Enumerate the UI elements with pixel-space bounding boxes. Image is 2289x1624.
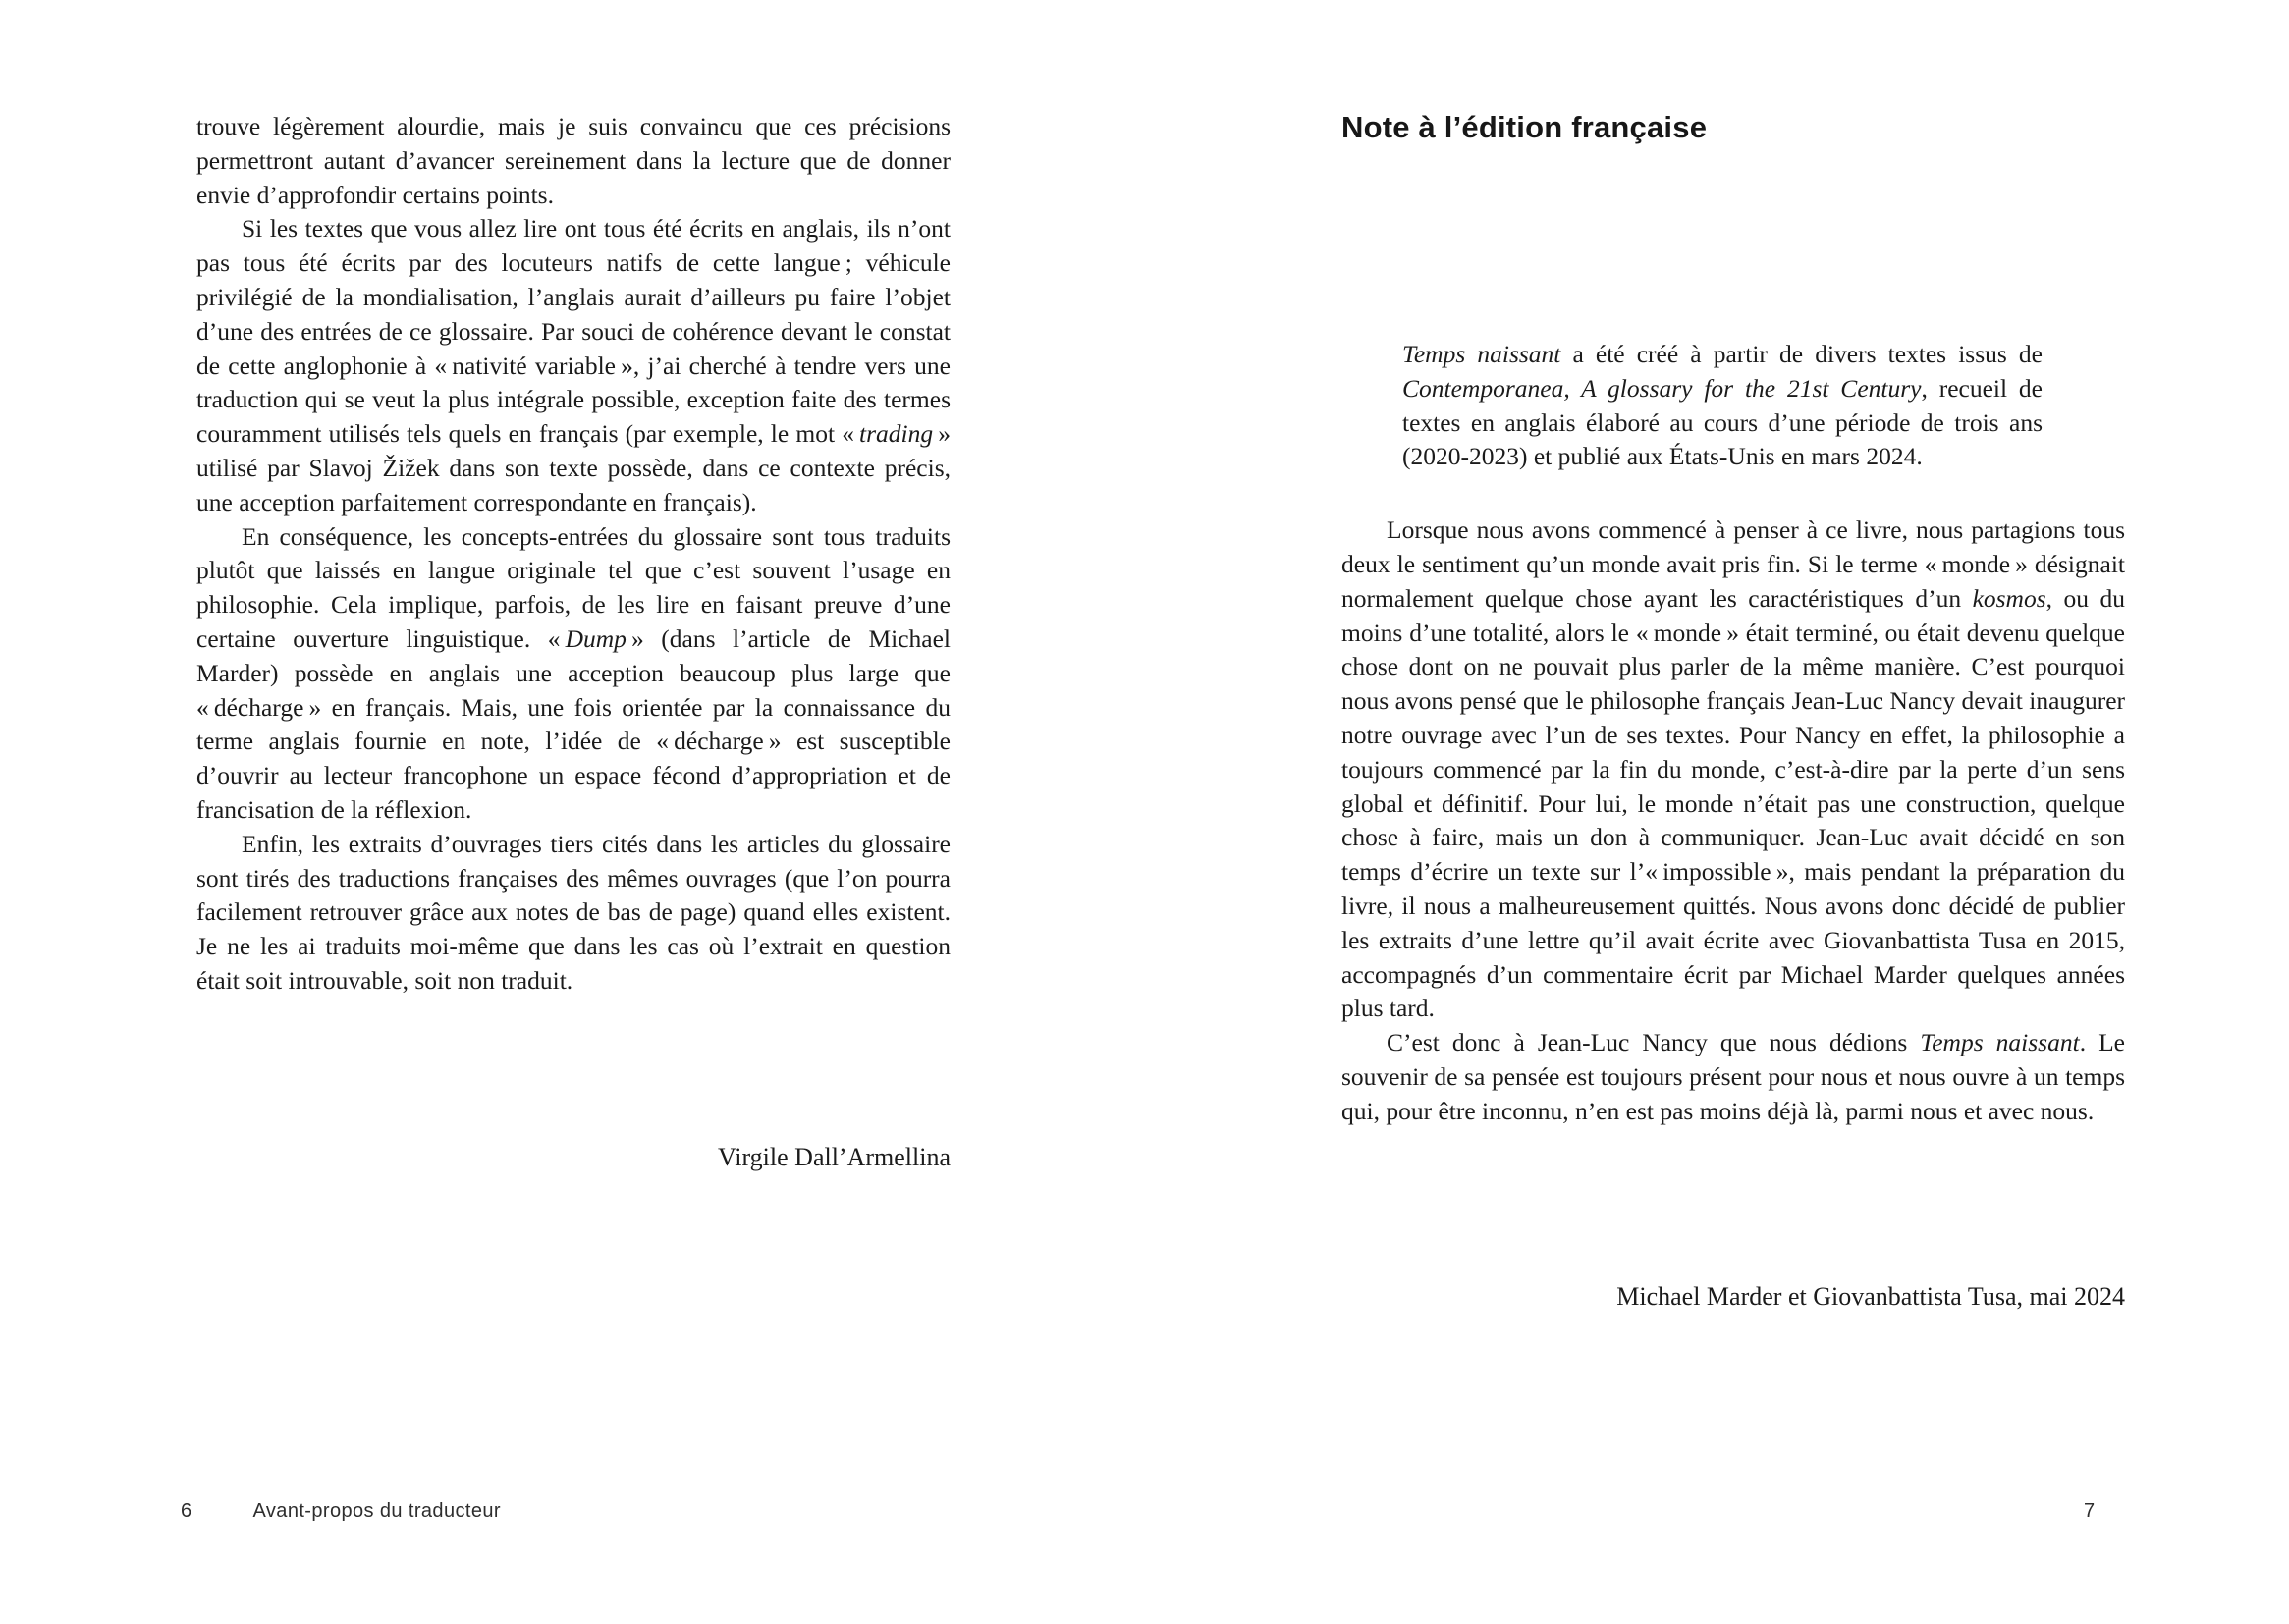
- right-page-text-column: [1341, 110, 2125, 1129]
- text-run: trouve légèrement alourdie, mais je suis convaincu que ces précisions permettront autant d’avancer sereinement dans la lecture que de donner envie d’approfondir certains points.: [196, 112, 951, 209]
- text-run: . Le souvenir de sa pensée est toujours présent pour nous et nous ouvre à un temps qui, pour être inconnu, n’en est pas moins déjà là, parmi nous et avec nous.: [1341, 1028, 2125, 1125]
- text-run: , recueil de textes en anglais élaboré au cours d’une période de trois ans (2020-2023) et publié aux États-Unis en mars 2024.: [1402, 373, 2043, 471]
- text-run: a été créé à partir de divers textes issus de: [1560, 340, 2043, 368]
- left-page-number: 6: [181, 1500, 192, 1522]
- text-run: En conséquence, les concepts-entrées du glossaire sont tous traduits plutôt que laissés en langue originale tel que c’est souvent l’usage en philosophie. Cela implique, parfois, de les lire en faisant preuve d’une certaine ouverture linguistique. «: [196, 521, 951, 653]
- text-run: , ou du moins d’une totalité, alors le « monde » était terminé, ou était devenu quelque chose dont on ne pouvait plus parler de la même manière. C’est pourquoi nous avons pensé que le philosophe français Jean-Luc Nancy devait inaugurer notre ouvrage avec l’un de ses textes. Pour Nancy en effet, la philosophie a toujours commencé par la fin du monde, c’est-à-dire par la perte d’un sens global et définitif. Pour lui, le monde n’était pas une construction, quelque chose à faire, mais un don à communiquer. Jean-Luc avait décidé en son temps d’écrire un texte sur l’« impossible », mais pendant la préparation du livre, il nous a malheureusement quittés. Nous avons donc décidé de publier les extraits d’une lettre qu’il avait écrite avec Giovanbattista Tusa en 2015, accompagnés d’un commentaire écrit par Michael Marder quelques années plus tard.: [1341, 583, 2125, 1023]
- paragraph: [196, 520, 951, 828]
- italic-run: Temps naissant: [1920, 1028, 2080, 1057]
- page-title: Note à l’édition française: [1341, 110, 1708, 144]
- text-run: Enfin, les extraits d’ouvrages tiers cités dans les articles du glossaire sont tirés des traductions françaises des mêmes ouvrages (que l’on pourra facilement retrouver grâce aux notes de bas de page) quand elles existent. Je ne les ai traduits moi-même que dans les cas où l’extrait en question était soit introuvable, soit non traduit.: [196, 829, 951, 995]
- right-running-foot: [2084, 1500, 2096, 1523]
- italic-run: trading: [859, 419, 934, 449]
- edition-colophon: [1402, 338, 2043, 474]
- italic-run: Contemporanea, A glossary for the 21st Century: [1402, 373, 1922, 403]
- italic-run: kosmos: [1972, 583, 2046, 613]
- left-page-text-column: [196, 110, 951, 999]
- authors-signature: Michael Marder et Giovanbattista Tusa, mai 2024: [1616, 1282, 2125, 1311]
- left-running-foot: [181, 1500, 501, 1523]
- right-page-body: [1341, 514, 2125, 1128]
- italic-run: Dump: [565, 623, 627, 653]
- text-run: » (dans l’article de Michael Marder) possède en anglais une acception beaucoup plus large que « décharge » en français. Mais, une fois orientée par la connaissance du terme anglais fournie en note, l’idée de « décharge » est susceptible d’ouvrir au lecteur francophone un espace fécond d’appropriation et de francisation de la réflexion.: [196, 623, 951, 824]
- paragraph: [196, 212, 951, 519]
- italic-run: Temps naissant: [1402, 340, 1561, 368]
- text-run: » utilisé par Slavoj Žižek dans son texte possède, dans ce contexte précis, une acception parfaitement correspondante en français).: [196, 419, 951, 516]
- right-page-number: 7: [2084, 1500, 2096, 1522]
- paragraph: [1341, 1026, 2125, 1128]
- text-run: C’est donc à Jean-Luc Nancy que nous dédions: [1387, 1028, 1921, 1057]
- translator-signature: Virgile Dall’Armellina: [718, 1143, 951, 1171]
- section-title: Avant-propos du traducteur: [252, 1500, 501, 1522]
- paragraph: [196, 828, 951, 999]
- paragraph: [196, 110, 951, 212]
- paragraph: [1341, 514, 2125, 1026]
- text-run: Si les textes que vous allez lire ont tous été écrits en anglais, ils n’ont pas tous été écrits par des locuteurs natifs de cette langue ; véhicule privilégié de la mondialisation, l’anglais aurait d’ailleurs pu faire l’objet d’une des entrées de ce glossaire. Par souci de cohérence devant le constat de cette anglophonie à « nativité variable », j’ai cherché à tendre vers une traduction qui se veut la plus intégrale possible, exception faite des termes couramment utilisés tels quels en français (par exemple, le mot «: [196, 214, 951, 449]
- text-run: Lorsque nous avons commencé à penser à ce livre, nous partagions tous deux le sentiment qu’un monde avait pris fin. Si le terme « monde » désignait normalement quelque chose ayant les caractéristiques d’un: [1341, 515, 2125, 613]
